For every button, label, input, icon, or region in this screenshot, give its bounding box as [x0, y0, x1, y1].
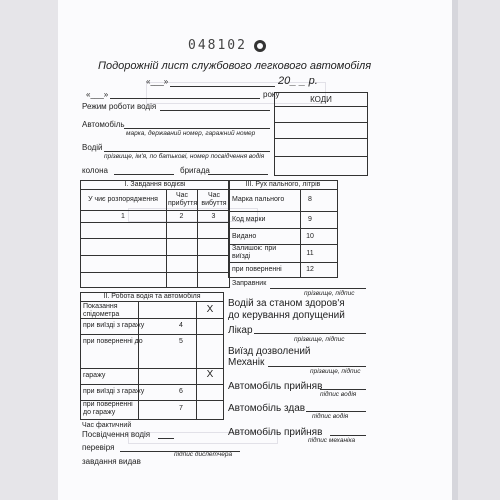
period-year-label: року	[263, 90, 280, 99]
dispatcher-hint: підпис диспетчера	[174, 451, 233, 458]
work-num: 5	[179, 338, 183, 345]
mechanic-label: Механік	[228, 357, 265, 368]
section-1-num: 1	[121, 213, 125, 220]
stamp-rosette-icon	[254, 40, 266, 52]
date-year: 20_ _ р.	[278, 75, 318, 87]
date-day: «___»	[146, 77, 169, 86]
fuel-num: 12	[306, 266, 314, 273]
fuel-num: 10	[306, 233, 314, 240]
garage-label: гаражу	[83, 372, 106, 379]
x-mark: X	[206, 304, 214, 315]
fueler-label: Заправник	[232, 280, 267, 287]
section-3-table	[228, 180, 338, 278]
exit-garage-label: при виїзді з гаражу	[83, 388, 145, 395]
fuel-num: 11	[306, 250, 314, 257]
fuel-num: 9	[308, 216, 312, 223]
handed-hint: підпис водія	[312, 413, 349, 420]
waybill-form	[58, 0, 452, 500]
period-line	[110, 98, 260, 99]
work-mode-label: Режим роботи водія	[82, 102, 157, 111]
accepted2-label: Автомобіль прийняв	[228, 427, 323, 438]
car-label: Автомобіль	[82, 120, 125, 129]
accepted-hint: підпис водія	[320, 391, 357, 398]
task-issued-label: завдання видав	[82, 457, 141, 466]
certificate-label: Посвідчення водія	[82, 430, 151, 439]
fueler-hint: прізвище, підпис	[304, 290, 355, 297]
return-garage-label: при поверненні до гаражу	[83, 401, 133, 416]
column-label: колона	[82, 166, 108, 175]
section-1-num: 3	[211, 213, 216, 220]
codes-title: КОДИ	[310, 95, 332, 104]
accepted2-hint: підпис механіка	[308, 437, 356, 444]
exit-garage-label: при виїзді з гаражу	[83, 322, 145, 329]
doctor-hint: прізвище, підпис	[294, 336, 345, 343]
period-day: «___»	[86, 90, 109, 99]
brigade-label: бригада	[180, 166, 210, 175]
fuel-issued-label: Видано	[232, 233, 257, 240]
section-3-title: ІІІ. Рух пального, літрів	[245, 181, 321, 188]
section-1-title: І. Завдання водієві	[124, 181, 186, 188]
section-1-col-order: У чиє розпорядження	[88, 196, 158, 203]
fuel-remain-label: Залишок: при виїзді	[232, 245, 277, 260]
allowed-label: Виїзд дозволений	[228, 346, 311, 357]
date-month-line	[170, 86, 275, 87]
doctor-label: Лікар	[228, 325, 253, 336]
fuel-code-label: Код марки	[232, 216, 266, 223]
section-2-title: ІІ. Робота водія та автомобіля	[103, 293, 201, 300]
fuel-num: 8	[308, 196, 312, 203]
fuel-return-label: при поверненні	[232, 266, 282, 273]
work-num: 7	[179, 405, 183, 412]
driver-hint: прізвище, ім'я, по батькові, номер посвідчення водія	[104, 153, 265, 160]
driver-line	[104, 151, 270, 152]
checked-label: перевіря	[82, 443, 115, 452]
health-statement: Водій за станом здоров'я до керування допущений	[228, 298, 345, 321]
driver-label: Водій	[82, 143, 103, 152]
work-num: 6	[179, 388, 183, 395]
x-mark: X	[206, 369, 214, 380]
codes-box	[274, 92, 368, 176]
accepted-label: Автомобіль прийняв	[228, 381, 323, 392]
section-1-num: 2	[179, 213, 184, 220]
actual-time-label: Час фактичний	[82, 422, 132, 429]
form-title: Подорожній лист службового легкового автомобіля	[98, 60, 372, 72]
handed-label: Автомобіль здав	[228, 403, 306, 414]
section-1-col-arrive: Час прибуття	[168, 192, 198, 207]
speedometer-label: Показання спідометра	[83, 303, 120, 318]
serial-number: 048102	[188, 38, 247, 53]
car-line	[124, 128, 270, 129]
section-1-col-depart: Час вибуття	[201, 192, 227, 207]
work-num: 4	[179, 322, 183, 329]
mechanic-hint: прізвище, підпис	[310, 368, 361, 375]
car-hint: марка, державний номер, гаражний номер	[126, 130, 256, 137]
fuel-brand-label: Марка пального	[232, 196, 285, 203]
return-garage-label: при поверненні до	[83, 338, 143, 345]
